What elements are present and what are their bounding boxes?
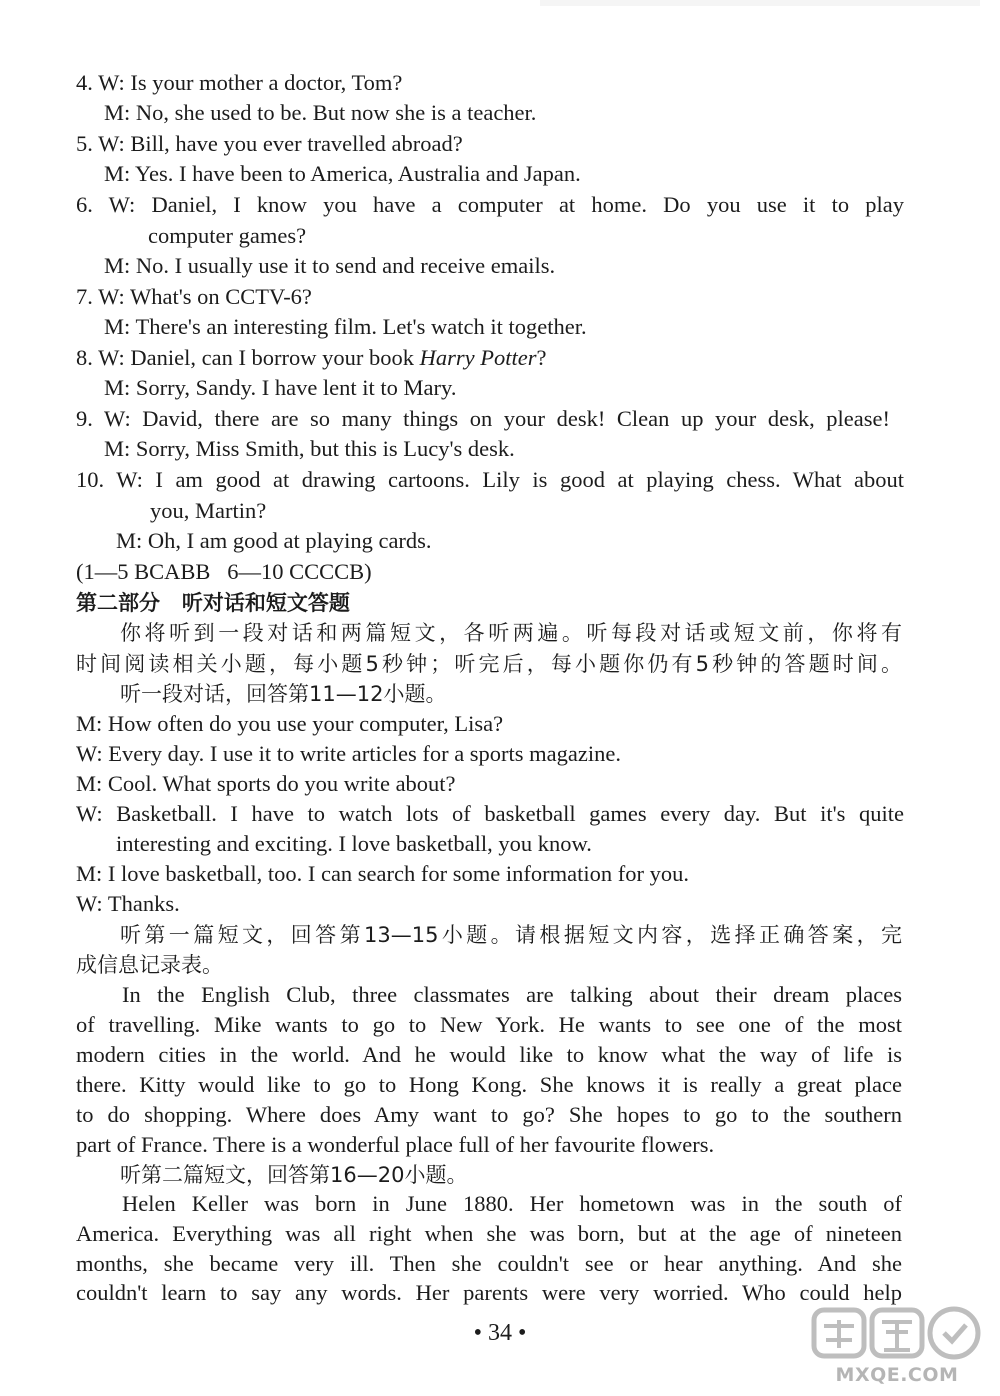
dialogue-5-man: M: Yes. I have been to America, Australia and Japan. [104,161,581,186]
conversation-line: interesting and exciting. I love basketball, you know. [116,831,592,856]
conversation-line: W: Thanks. [76,891,180,916]
dialogue-7-man: M: There's an interesting film. Let's watch it together. [104,314,587,339]
section-intro-line1: 你将听到一段对话和两篇短文，各听两遍。听每段对话或短文前，你将有 [120,621,902,645]
passage1-line: modern cities in the world. And he would like to know what the way of life is [76,1042,902,1067]
conversation-line: M: Cool. What sports do you write about? [76,771,456,796]
watermark-emblem-icon [794,1298,994,1368]
passage1-line: of travelling. Mike wants to go to New York. He wants to see one of the most [76,1012,902,1037]
conversation-line: M: How often do you use your computer, Lisa? [76,711,504,736]
passage1-line: part of France. There is a wonderful place full of her favourite flowers. [76,1132,715,1157]
dialogue-6-woman-line1: 6. W: Daniel, I know you have a computer at home. Do you use it to play [76,192,904,217]
dialogue-8-woman-text: 8. W: Daniel, can I borrow your book [76,345,420,370]
watermark-text: MXQE.COM [835,1364,959,1386]
conversation-line: W: Every day. I use it to write articles for a sports magazine. [76,741,622,766]
section-intro-line2: 时间阅读相关小题，每小题5秒钟；听完后，每小题你仍有5秒钟的答题时间。 [76,652,902,676]
answer-key: (1—5 BCABB 6—10 CCCCB) [76,559,372,584]
dialogue-9-woman: 9. W: David, there are so many things on your desk! Clean up your desk, please! [76,406,890,431]
passage1-instruction-line1: 听第一篇短文，回答第13—15小题。请根据短文内容，选择正确答案，完 [120,923,902,947]
conversation-line: M: I love basketball, too. I can search for some information for you. [76,861,689,886]
passage1-line: to do shopping. Where does Amy want to go? She hopes to go to the southern [76,1102,902,1127]
book-title: Harry Potter [419,345,537,370]
dialog-instruction: 听一段对话，回答第11—12小题。 [120,682,447,706]
dialogue-7-woman: 7. W: What's on CCTV-6? [76,284,312,309]
watermark-logo [794,1298,994,1388]
page-number: • 34 • [473,1320,527,1346]
conversation-line: W: Basketball. I have to watch lots of basketball games every day. But it's quite [76,801,904,826]
passage1-line: there. Kitty would like to go to Hong Kong. She knows it is really a great place [76,1072,902,1097]
passage1-instruction-line2: 成信息记录表。 [76,953,223,977]
dialogue-10-woman-line2: you, Martin? [150,498,267,523]
dialogue-6-woman-line2: computer games? [148,223,307,248]
dialogue-8-man: M: Sorry, Sandy. I have lent it to Mary. [104,375,457,400]
passage2-line: months, she became very ill. Then she couldn't see or hear anything. And she [76,1251,902,1276]
dialogue-9-man: M: Sorry, Miss Smith, but this is Lucy's desk. [104,436,515,461]
dialogue-10-woman-line1: 10. W: I am good at drawing cartoons. Lily is good at playing chess. What about [76,467,904,492]
dialogue-6-man: M: No. I usually use it to send and receive emails. [104,253,556,278]
passage2-line: Helen Keller was born in June 1880. Her hometown was in the south of [122,1191,902,1216]
scan-noise [540,0,980,6]
section-heading: 第二部分 听对话和短文答题 [76,591,350,615]
passage2-instruction: 听第二篇短文，回答第16—20小题。 [120,1163,468,1187]
dialogue-4-man: M: No, she used to be. But now she is a teacher. [104,100,537,125]
dialogue-5-woman: 5. W: Bill, have you ever travelled abroad? [76,131,463,156]
passage1-line: In the English Club, three classmates are talking about their dream places [122,982,902,1007]
dialogue-8-woman [76,343,547,373]
dialogue-4-woman: 4. W: Is your mother a doctor, Tom? [76,70,403,95]
dialogue-10-man: M: Oh, I am good at playing cards. [116,528,432,553]
passage2-line: couldn't learn to say any words. Her parents were very worried. Who could help [76,1280,902,1305]
dialogue-8-woman-end: ? [536,345,547,370]
passage2-line: America. Everything was all right when she was born, but at the age of nineteen [76,1221,902,1246]
